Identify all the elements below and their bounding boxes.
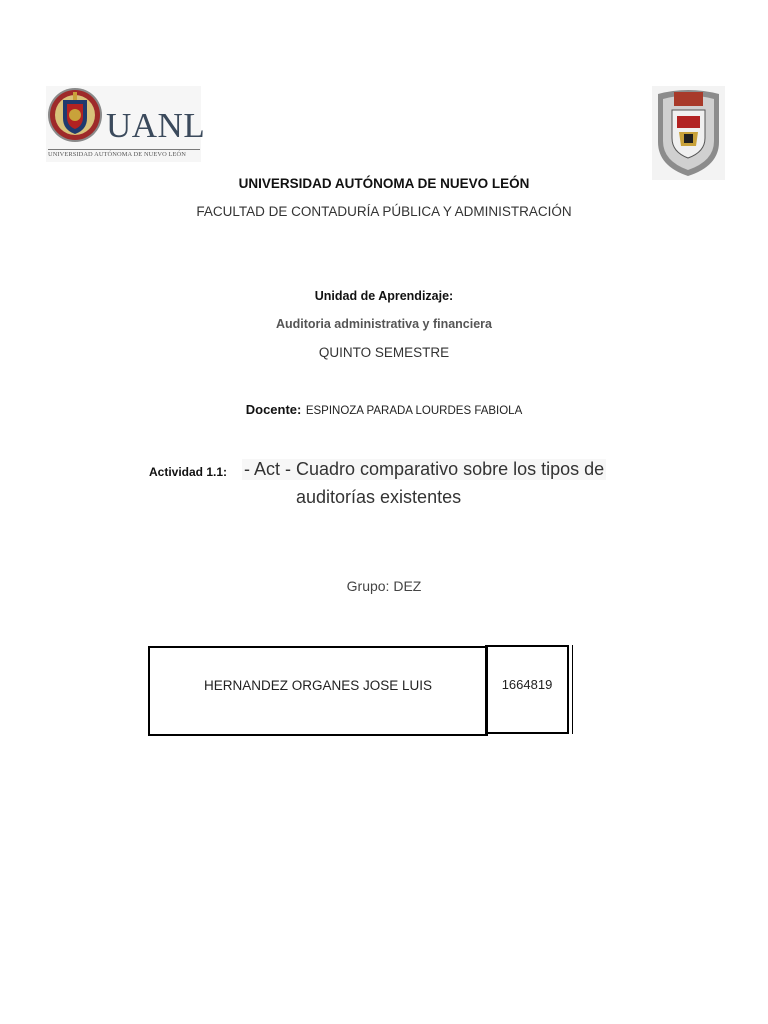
group-label: Grupo: DEZ (346, 578, 422, 594)
student-name: HERNANDEZ ORGANES JOSE LUIS (203, 678, 433, 693)
uanl-wordmark: UANL (106, 106, 206, 145)
faculty-crest (652, 86, 725, 180)
uanl-seal-icon (47, 86, 103, 146)
student-name-cell (148, 646, 488, 736)
university-name: UNIVERSIDAD AUTÓNOMA DE NUEVO LEÓN (238, 176, 530, 191)
student-id-cell (485, 645, 569, 734)
activity-title-line1: - Act - Cuadro comparativo sobre los tipos de (244, 459, 605, 479)
teacher-name: ESPINOZA PARADA LOURDES FABIOLA (305, 405, 523, 417)
learning-unit-label: Unidad de Aprendizaje: (314, 289, 454, 303)
logo-divider (48, 149, 200, 150)
uanl-logo (46, 86, 206, 162)
uanl-logo-caption: UNIVERSIDAD AUTÓNOMA DE NUEVO LEÓN (48, 151, 186, 158)
learning-unit-name: Auditoria administrativa y financiera (275, 317, 493, 331)
student-id: 1664819 (501, 677, 553, 692)
teacher-line (0, 401, 768, 419)
activity-title-line2: auditorías existentes (296, 487, 462, 507)
semester: QUINTO SEMESTRE (318, 345, 450, 360)
faculty-name: FACULTAD DE CONTADURÍA PÚBLICA Y ADMINISTRACIÓN (196, 204, 572, 219)
faculty-crest-icon (652, 86, 725, 180)
teacher-label: Docente: (245, 402, 302, 417)
activity-label: Actividad 1.1: (149, 465, 228, 479)
